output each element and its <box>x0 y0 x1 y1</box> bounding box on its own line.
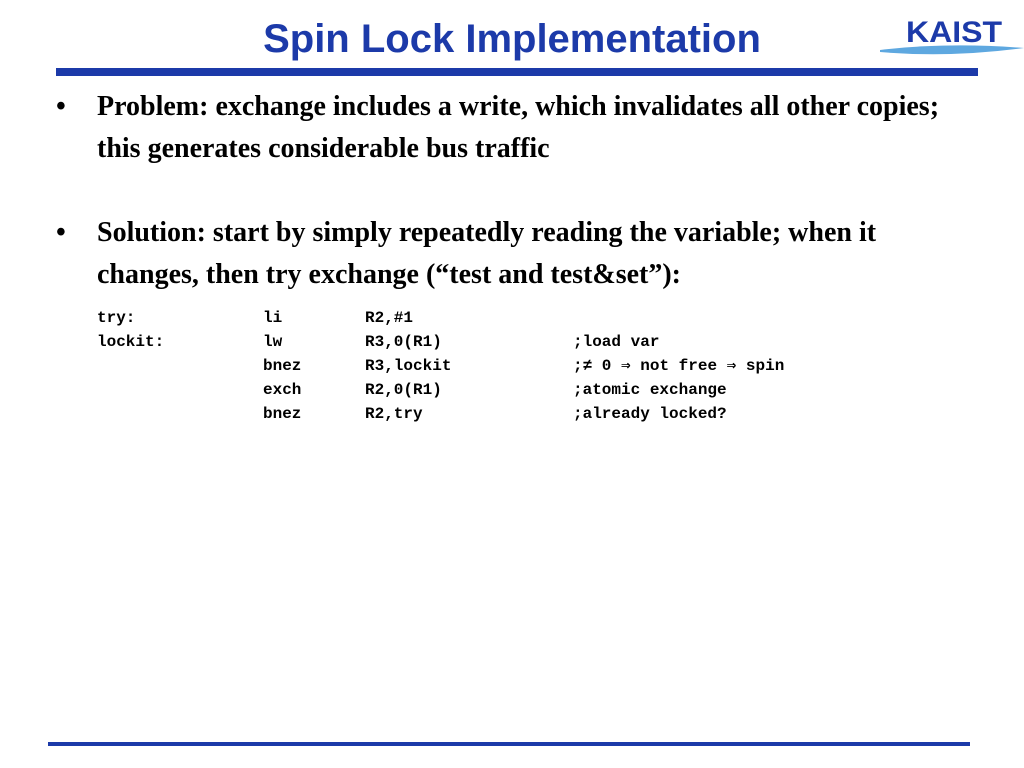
kaist-logo <box>878 12 1024 58</box>
code-listing <box>97 306 785 426</box>
slide-title: Spin Lock Implementation <box>263 17 761 61</box>
code-opcode: exch <box>263 381 302 399</box>
code-comment: ;already locked? <box>573 405 727 423</box>
bullet-text: Problem: exchange includes a write, which invalidates all other copies; this generates considerable bus traffic <box>97 91 940 164</box>
code-line <box>97 330 660 354</box>
code-line <box>97 378 727 402</box>
code-opcode: bnez <box>263 357 302 375</box>
title-underline <box>56 68 978 76</box>
code-line <box>97 402 727 426</box>
code-opcode: lw <box>263 333 283 351</box>
bullet-marker: • <box>56 91 66 122</box>
code-operands: R2,try <box>365 405 423 423</box>
bullet-solution <box>56 212 976 296</box>
code-comment: ;atomic exchange <box>573 381 727 399</box>
code-line <box>97 306 414 330</box>
code-label: lockit: <box>97 333 165 351</box>
code-comment: ;load var <box>573 333 660 351</box>
code-label: try: <box>97 309 136 327</box>
bullet-text: Solution: start by simply repeatedly reading the variable; when it changes, then try exchange (“test and test&set”): <box>97 217 877 290</box>
code-operands: R2,#1 <box>365 309 414 327</box>
bullet-marker: • <box>56 217 66 248</box>
code-operands: R3,lockit <box>365 357 452 375</box>
code-comment: ;≠ 0 ⇒ not free ⇒ spin <box>573 357 785 375</box>
logo-text: KAIST <box>906 16 1002 49</box>
footer-line <box>48 742 970 746</box>
code-operands: R2,0(R1) <box>365 381 442 399</box>
code-operands: R3,0(R1) <box>365 333 442 351</box>
code-opcode: bnez <box>263 405 302 423</box>
bullet-problem <box>56 86 976 170</box>
code-opcode: li <box>263 309 283 327</box>
code-line <box>97 354 785 378</box>
